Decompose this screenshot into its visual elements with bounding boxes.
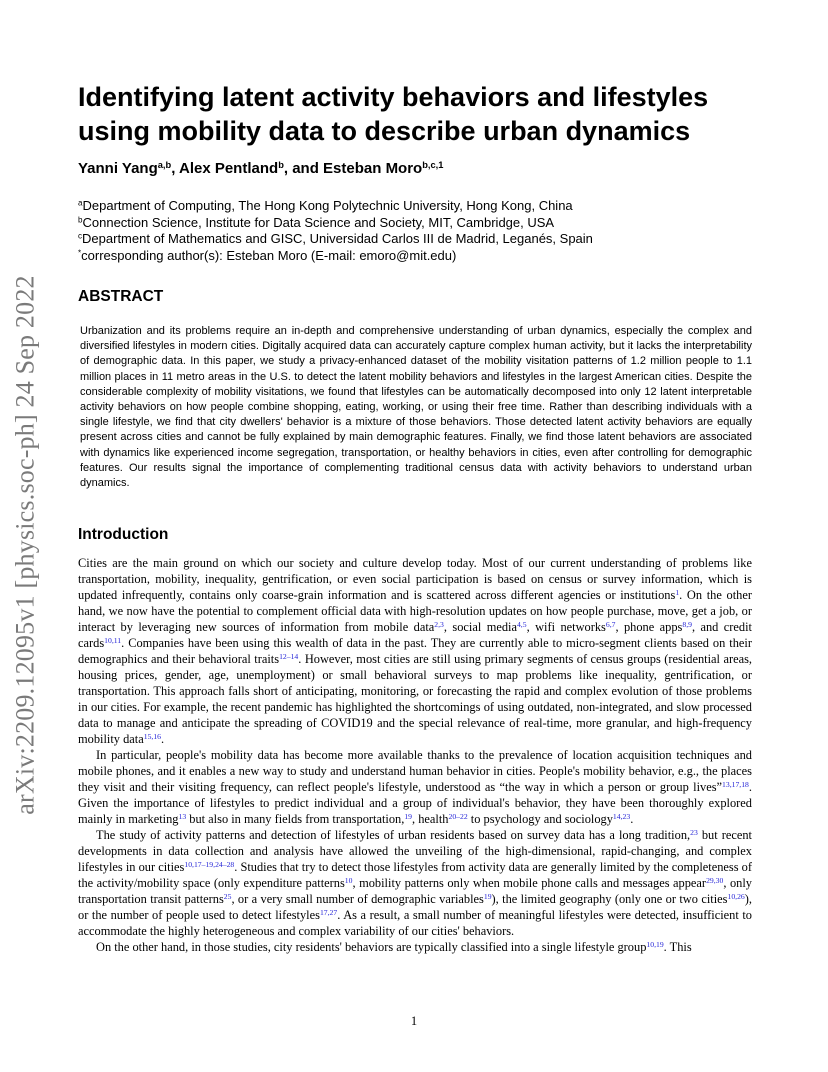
affiliation-text: corresponding author(s): Esteban Moro (E-mail: emoro@mit.edu) bbox=[81, 247, 457, 263]
citation-link[interactable]: 10,17–19,24–28 bbox=[184, 859, 235, 869]
citation-link[interactable]: 10 bbox=[344, 875, 353, 885]
author-name: Alex Pentland bbox=[178, 160, 279, 177]
citation-link[interactable]: 6,7 bbox=[605, 619, 616, 629]
body-text: . However, most cities are still using primary segments of census groups (residential areas, housing prices, gender, age, unemployment) or small behavioral surveys to map problems like inequality, gentrification, or transportation. This approach falls short of anticipating, monitoring, or forecasting the rapid and complex evolution of those problems in our cities. For example, the recent pandemic has highlighted the shortcomings of using outdated, non-integrated, and slow processed data to manage and anticipate the spreading of COVID19 and the special relevance of real-time, more granular, and high-frequency mobility data bbox=[78, 652, 752, 746]
body-text: The study of activity patterns and detection of lifestyles of urban residents based on survey data has a long tradition, bbox=[96, 828, 691, 842]
citation-link[interactable]: 8,9 bbox=[682, 619, 692, 629]
citation-link[interactable]: 29,30 bbox=[706, 875, 724, 885]
body-text: . Studies that try to detect those lifestyles from activity data are generally limited by the completeness of the activity/mobility space (only expenditure patterns bbox=[78, 860, 752, 890]
affiliation-text: Department of Mathematics and GISC, Universidad Carlos III de Madrid, Leganés, Spain bbox=[82, 231, 593, 246]
affiliation-text: Department of Computing, The Hong Kong Polytechnic University, Hong Kong, China bbox=[82, 198, 573, 213]
affiliation-mark: b bbox=[78, 215, 83, 225]
citation-link[interactable]: 17,27 bbox=[319, 907, 338, 917]
citation-link[interactable]: 2,3 bbox=[434, 619, 444, 629]
citation-link[interactable]: 14,23 bbox=[612, 811, 631, 821]
paper-title: Identifying latent activity behaviors and lifestyles using mobility data to describe urban dynamics bbox=[78, 82, 709, 146]
citation-link[interactable]: 15,16 bbox=[143, 731, 161, 741]
citation-link[interactable]: 13,17,18 bbox=[722, 779, 749, 789]
body-text: , health bbox=[412, 812, 449, 826]
body-text: . Given the importance of lifestyles to predict individual and a group of individual's behavior, they have been thoroughly explored mainly in marketing bbox=[78, 780, 752, 826]
corresponding-author bbox=[78, 248, 768, 265]
affiliation-text: Connection Science, Institute for Data Science and Society, MIT, Cambridge, USA bbox=[82, 214, 555, 230]
body-text: In particular, people's mobility data has become more available thanks to the prevalence of location acquisition techniques and mobile phones, and it enables a new way to study and understand human behavior in cities. People's mobility behavior, e.g., the places they visit and their visiting frequency, can reflect people's lifestyle, understood as “the way in which a person or group lives” bbox=[78, 748, 752, 794]
body-text: but recent developments in data collection and analysis have allowed the unveiling of the high-dimensional, rapid-changing, and complex lifestyles in our cities bbox=[78, 828, 752, 874]
body-text: . This bbox=[663, 940, 692, 954]
body-text: . bbox=[630, 812, 634, 826]
author-affiliation-mark: b bbox=[278, 159, 284, 170]
body-text: , and credit cards bbox=[78, 620, 752, 650]
author-affiliation-mark: a,b bbox=[157, 159, 172, 170]
body-text: but also in many fields from transportation, bbox=[186, 812, 405, 826]
body-text: . As a result, a small number of meaningful lifestyles were detected, insufficient to accommodate the highly heterogeneous and complex variability of our cities' behaviors. bbox=[78, 908, 753, 938]
body-text: . Companies have been using this wealth of data in the past. They are currently able to micro-segment clients based on their demographics and their behavioral traits bbox=[78, 636, 752, 666]
affiliation-mark: a bbox=[78, 198, 83, 208]
abstract-text: Urbanization and its problems require an in-depth and comprehensive understanding of urban dynamics, especially the complex and diversified lifestyles in modern cities. Digitally acquired data can accurately capture complex human activity, but it lacks the interpretability of demographic data. In this paper, we study a privacy-enhanced dataset of the mobility visitation patterns of 1.2 million people to 1.1 million places in 11 metro areas in the U.S. to detect the latent mobility behaviors and lifestyles in the largest American cities. Despite the considerable complexity of mobility visitations, we found that lifestyles can be automatically decomposed into only 12 latent interpretable activity behaviors on how people combine shopping, eating, working, or using their free time. Rather than describing individuals with a single lifestyle, we find that city dwellers' behavior is a mixture of those behaviors. Those detected latent activity behaviors are equally present across cities and cannot be fully explained by main demographic features. Finally, we find those latent behaviors are associated with dynamics like experienced income segregation, transportation, or healthy behaviors in cities, even after controlling for demographic features. Our results signal the importance of complementing traditional census data with activity behaviors to understand urban dynamics. bbox=[80, 325, 752, 490]
body-text: ), or the number of people used to detect lifestyles bbox=[78, 892, 752, 922]
introduction-heading: Introduction bbox=[78, 526, 169, 543]
body-text: . On the other hand, we now have the potential to complement official data with high-resolution updates on how people purchase, move, get a job, or interact by leveraging new sources of information from mobile data bbox=[78, 588, 752, 634]
author-name: Esteban Moro bbox=[323, 160, 423, 177]
affiliation bbox=[78, 198, 768, 215]
citation-link[interactable]: 10,19 bbox=[646, 939, 664, 949]
author-affiliation-mark: b,c,1 bbox=[422, 159, 444, 170]
body-paragraph bbox=[78, 827, 752, 939]
body-text: On the other hand, in those studies, city residents' behaviors are typically classified into a single lifestyle group bbox=[96, 940, 647, 954]
author-separator: , bbox=[171, 160, 179, 177]
citation-link[interactable]: 25 bbox=[223, 891, 232, 901]
body-text: to psychology and sociology bbox=[467, 812, 613, 826]
arxiv-identifier bbox=[6, 250, 46, 840]
body-text: , social media bbox=[443, 620, 517, 634]
author-list bbox=[78, 159, 768, 179]
author-separator: , and bbox=[283, 160, 324, 177]
body-paragraph bbox=[78, 939, 752, 955]
introduction-body bbox=[78, 555, 752, 955]
affiliation bbox=[78, 215, 768, 232]
affiliation-list bbox=[78, 198, 768, 264]
citation-link[interactable]: 19 bbox=[483, 891, 492, 901]
body-text: , or a very small number of demographic variables bbox=[231, 892, 484, 906]
abstract-heading: ABSTRACT bbox=[78, 288, 164, 305]
citation-link[interactable]: 10,11 bbox=[104, 635, 122, 645]
citation-link[interactable]: 4,5 bbox=[516, 619, 527, 629]
body-text: , phone apps bbox=[615, 620, 683, 634]
citation-link[interactable]: 19 bbox=[404, 811, 413, 821]
body-text: , mobility patterns only when mobile phone calls and messages appear bbox=[352, 876, 707, 890]
citation-link[interactable]: 20–22 bbox=[448, 811, 468, 821]
body-text: , only transportation transit patterns bbox=[78, 876, 752, 906]
page-number: 1 bbox=[410, 1014, 418, 1028]
body-paragraph bbox=[78, 747, 752, 827]
affiliation bbox=[78, 231, 768, 248]
body-text: Cities are the main ground on which our society and culture develop today. Most of our current understanding of problems like transportation, mobility, inequality, gentrification, or even social participation is based on census or survey information, which is updated infrequently, contains only coarse-grain information and is scattered across different agencies or institutions bbox=[78, 556, 752, 602]
author-name: Yanni Yang bbox=[78, 160, 158, 177]
body-text: . bbox=[161, 732, 165, 746]
body-text: ), the limited geography (only one or two cities bbox=[491, 892, 728, 906]
body-text: , wifi networks bbox=[526, 620, 606, 634]
citation-link[interactable]: 23 bbox=[690, 827, 698, 837]
citation-link[interactable]: 13 bbox=[178, 811, 187, 821]
body-paragraph bbox=[78, 555, 752, 747]
affiliation-mark: * bbox=[78, 248, 82, 258]
citation-link[interactable]: 10,26 bbox=[727, 891, 745, 901]
arxiv-id-text: arXiv:2209.12095v1 [physics.soc-ph] 24 Sep 2022 bbox=[11, 275, 40, 815]
citation-link[interactable]: 1 bbox=[675, 587, 680, 597]
affiliation-mark: c bbox=[78, 231, 83, 241]
citation-link[interactable]: 12–14 bbox=[279, 651, 299, 661]
